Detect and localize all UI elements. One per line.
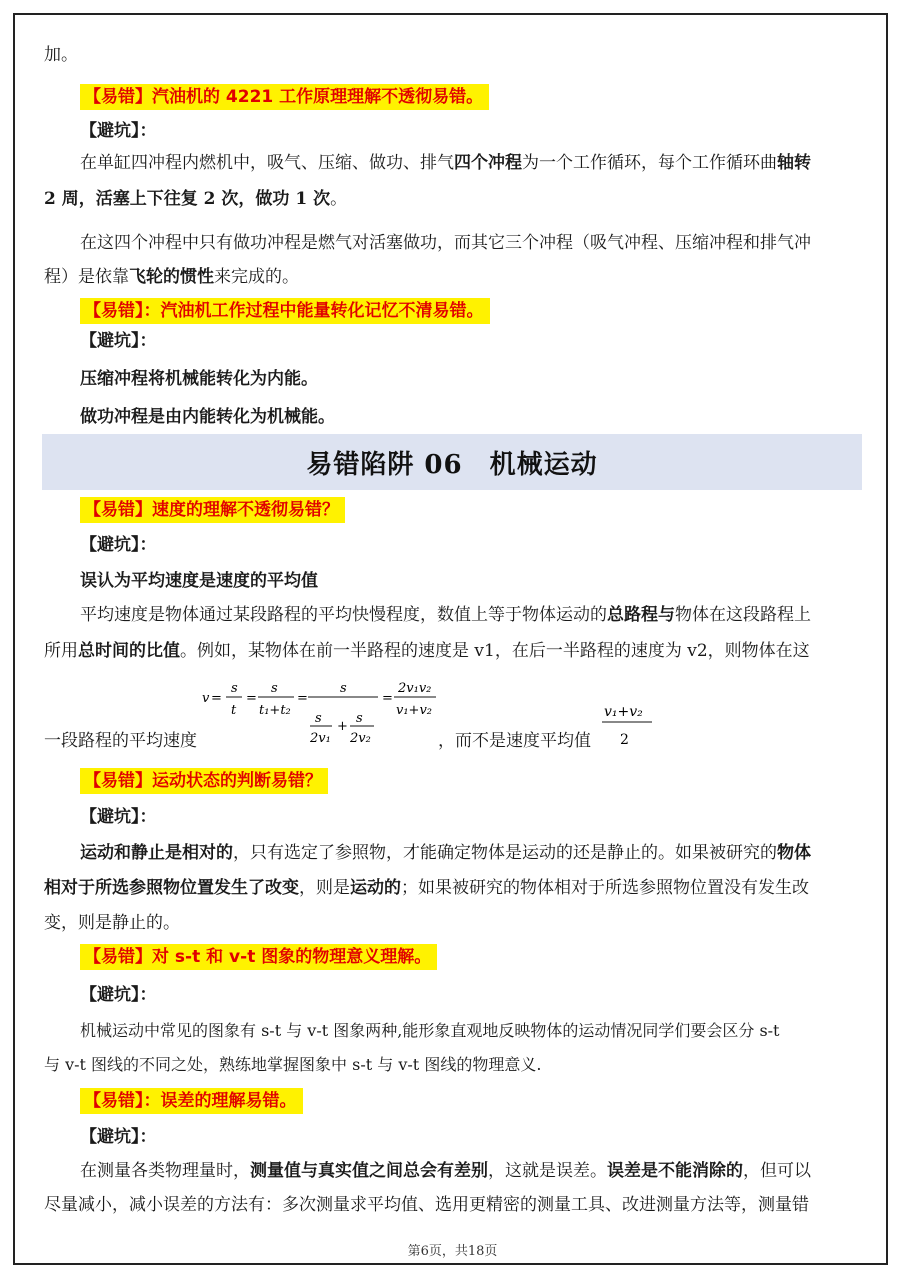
paragraph-line: 平均速度是物体通过某段路程的平均快慢程度，数值上等于物体运动的总路程与物体在这段路程上 (80, 605, 811, 625)
formula-eq: = (246, 691, 257, 706)
paragraph-line: 在这四个冲程中只有做功冲程是燃气对活塞做功，而其它三个冲程（吸气冲程、压缩冲程和排气冲 (80, 233, 811, 253)
paragraph-line: 做功冲程是由内能转化为机械能。 (80, 407, 335, 427)
paragraph-line: 尽量减小，减小误差的方法有：多次测量求平均值、选用更精密的测量工具、改进测量方法等，测量错 (44, 1195, 809, 1215)
error-heading-6: 【易错】：误差的理解易错。 (80, 1088, 303, 1114)
formula-s: s (340, 681, 347, 696)
paragraph-line: 误认为平均速度是速度的平均值 (80, 571, 318, 591)
paragraph-line: 运动和静止是相对的，只有选定了参照物，才能确定物体是运动的还是静止的。如果被研究的物体 (80, 843, 811, 863)
formula-denominator: v₁+v₂ (396, 703, 433, 718)
avoid-label-5: 【避坑】： (80, 985, 157, 1005)
formula-s: s (315, 711, 322, 726)
avoid-label-6: 【避坑】： (80, 1127, 157, 1147)
formula-t-sum: t₁+t₂ (259, 703, 291, 718)
formula-s: s (271, 681, 278, 696)
avoid-label-2: 【避坑】： (80, 331, 157, 351)
section-title: 易错陷阱 06 机械运动 (306, 449, 598, 480)
paragraph-line: 程）是依靠飞轮的惯性来完成的。 (44, 267, 299, 287)
paragraph-line: 机械运动中常见的图象有 s-t 与 v-t 图象两种,能形象直观地反映物体的运动情况同学们要会区分 s-t (80, 1021, 780, 1040)
formula-eq: = (382, 691, 393, 706)
formula2-numerator: v₁+v₂ (604, 704, 643, 720)
formula-eq: = (211, 691, 222, 706)
paragraph-line: 2 周，活塞上下往复 2 次，做功 1 次。 (44, 189, 348, 209)
avoid-label-1: 【避坑】： (80, 121, 157, 141)
paragraph-line: 压缩冲程将机械能转化为内能。 (80, 369, 318, 389)
paragraph-line: 相对于所选参照物位置发生了改变，则是运动的；如果被研究的物体相对于所选参照物位置没有发生改 (44, 878, 809, 898)
average-speed-formula (200, 676, 440, 748)
section-title-bar (42, 434, 862, 490)
error-heading-4: 【易错】运动状态的判断易错？ (80, 768, 328, 794)
paragraph-line: 与 v-t 图线的不同之处，熟练地掌握图象中 s-t 与 v-t 图线的物理意义. (44, 1055, 542, 1074)
error-heading-1: 【易错】汽油机的 4221 工作原理理解不透彻易错。 (80, 84, 489, 110)
error-heading-3: 【易错】速度的理解不透彻易错？ (80, 497, 345, 523)
formula-s: s (356, 711, 363, 726)
paragraph-line: 一段路程的平均速度 (44, 731, 197, 751)
formula-s: s (231, 681, 238, 696)
formula-plus: + (337, 719, 348, 734)
formula-v: v (202, 691, 210, 706)
formula-numerator: 2v₁v₂ (398, 681, 432, 696)
paragraph-line: ，而不是速度平均值 (438, 731, 591, 751)
paragraph-line: 所用总时间的比值。例如，某物体在前一半路程的速度是 v1，在后一半路程的速度为 v2，则物体在这 (44, 641, 810, 661)
speed-mean-formula (598, 700, 658, 752)
formula2-denominator: 2 (620, 732, 629, 748)
paragraph-line: 变，则是静止的。 (44, 913, 180, 933)
avoid-label-3: 【避坑】： (80, 535, 157, 555)
paragraph-line: 在测量各类物理量时，测量值与真实值之间总会有差别，这就是误差。误差是不能消除的，但可以 (80, 1161, 811, 1181)
page-number: 第6页，共18页 (407, 1244, 498, 1259)
paragraph-tail: 加。 (44, 45, 78, 65)
error-heading-5: 【易错】对 s-t 和 v-t 图象的物理意义理解。 (80, 944, 437, 970)
formula-2v2: 2v₂ (350, 731, 371, 746)
formula-2v1: 2v₁ (310, 731, 331, 746)
formula-eq: = (297, 691, 308, 706)
error-heading-2: 【易错】：汽油机工作过程中能量转化记忆不清易错。 (80, 298, 490, 324)
avoid-label-4: 【避坑】： (80, 807, 157, 827)
paragraph-line: 在单缸四冲程内燃机中，吸气、压缩、做功、排气四个冲程为一个工作循环，每个工作循环曲轴转 (80, 153, 811, 173)
formula-t: t (231, 703, 237, 718)
